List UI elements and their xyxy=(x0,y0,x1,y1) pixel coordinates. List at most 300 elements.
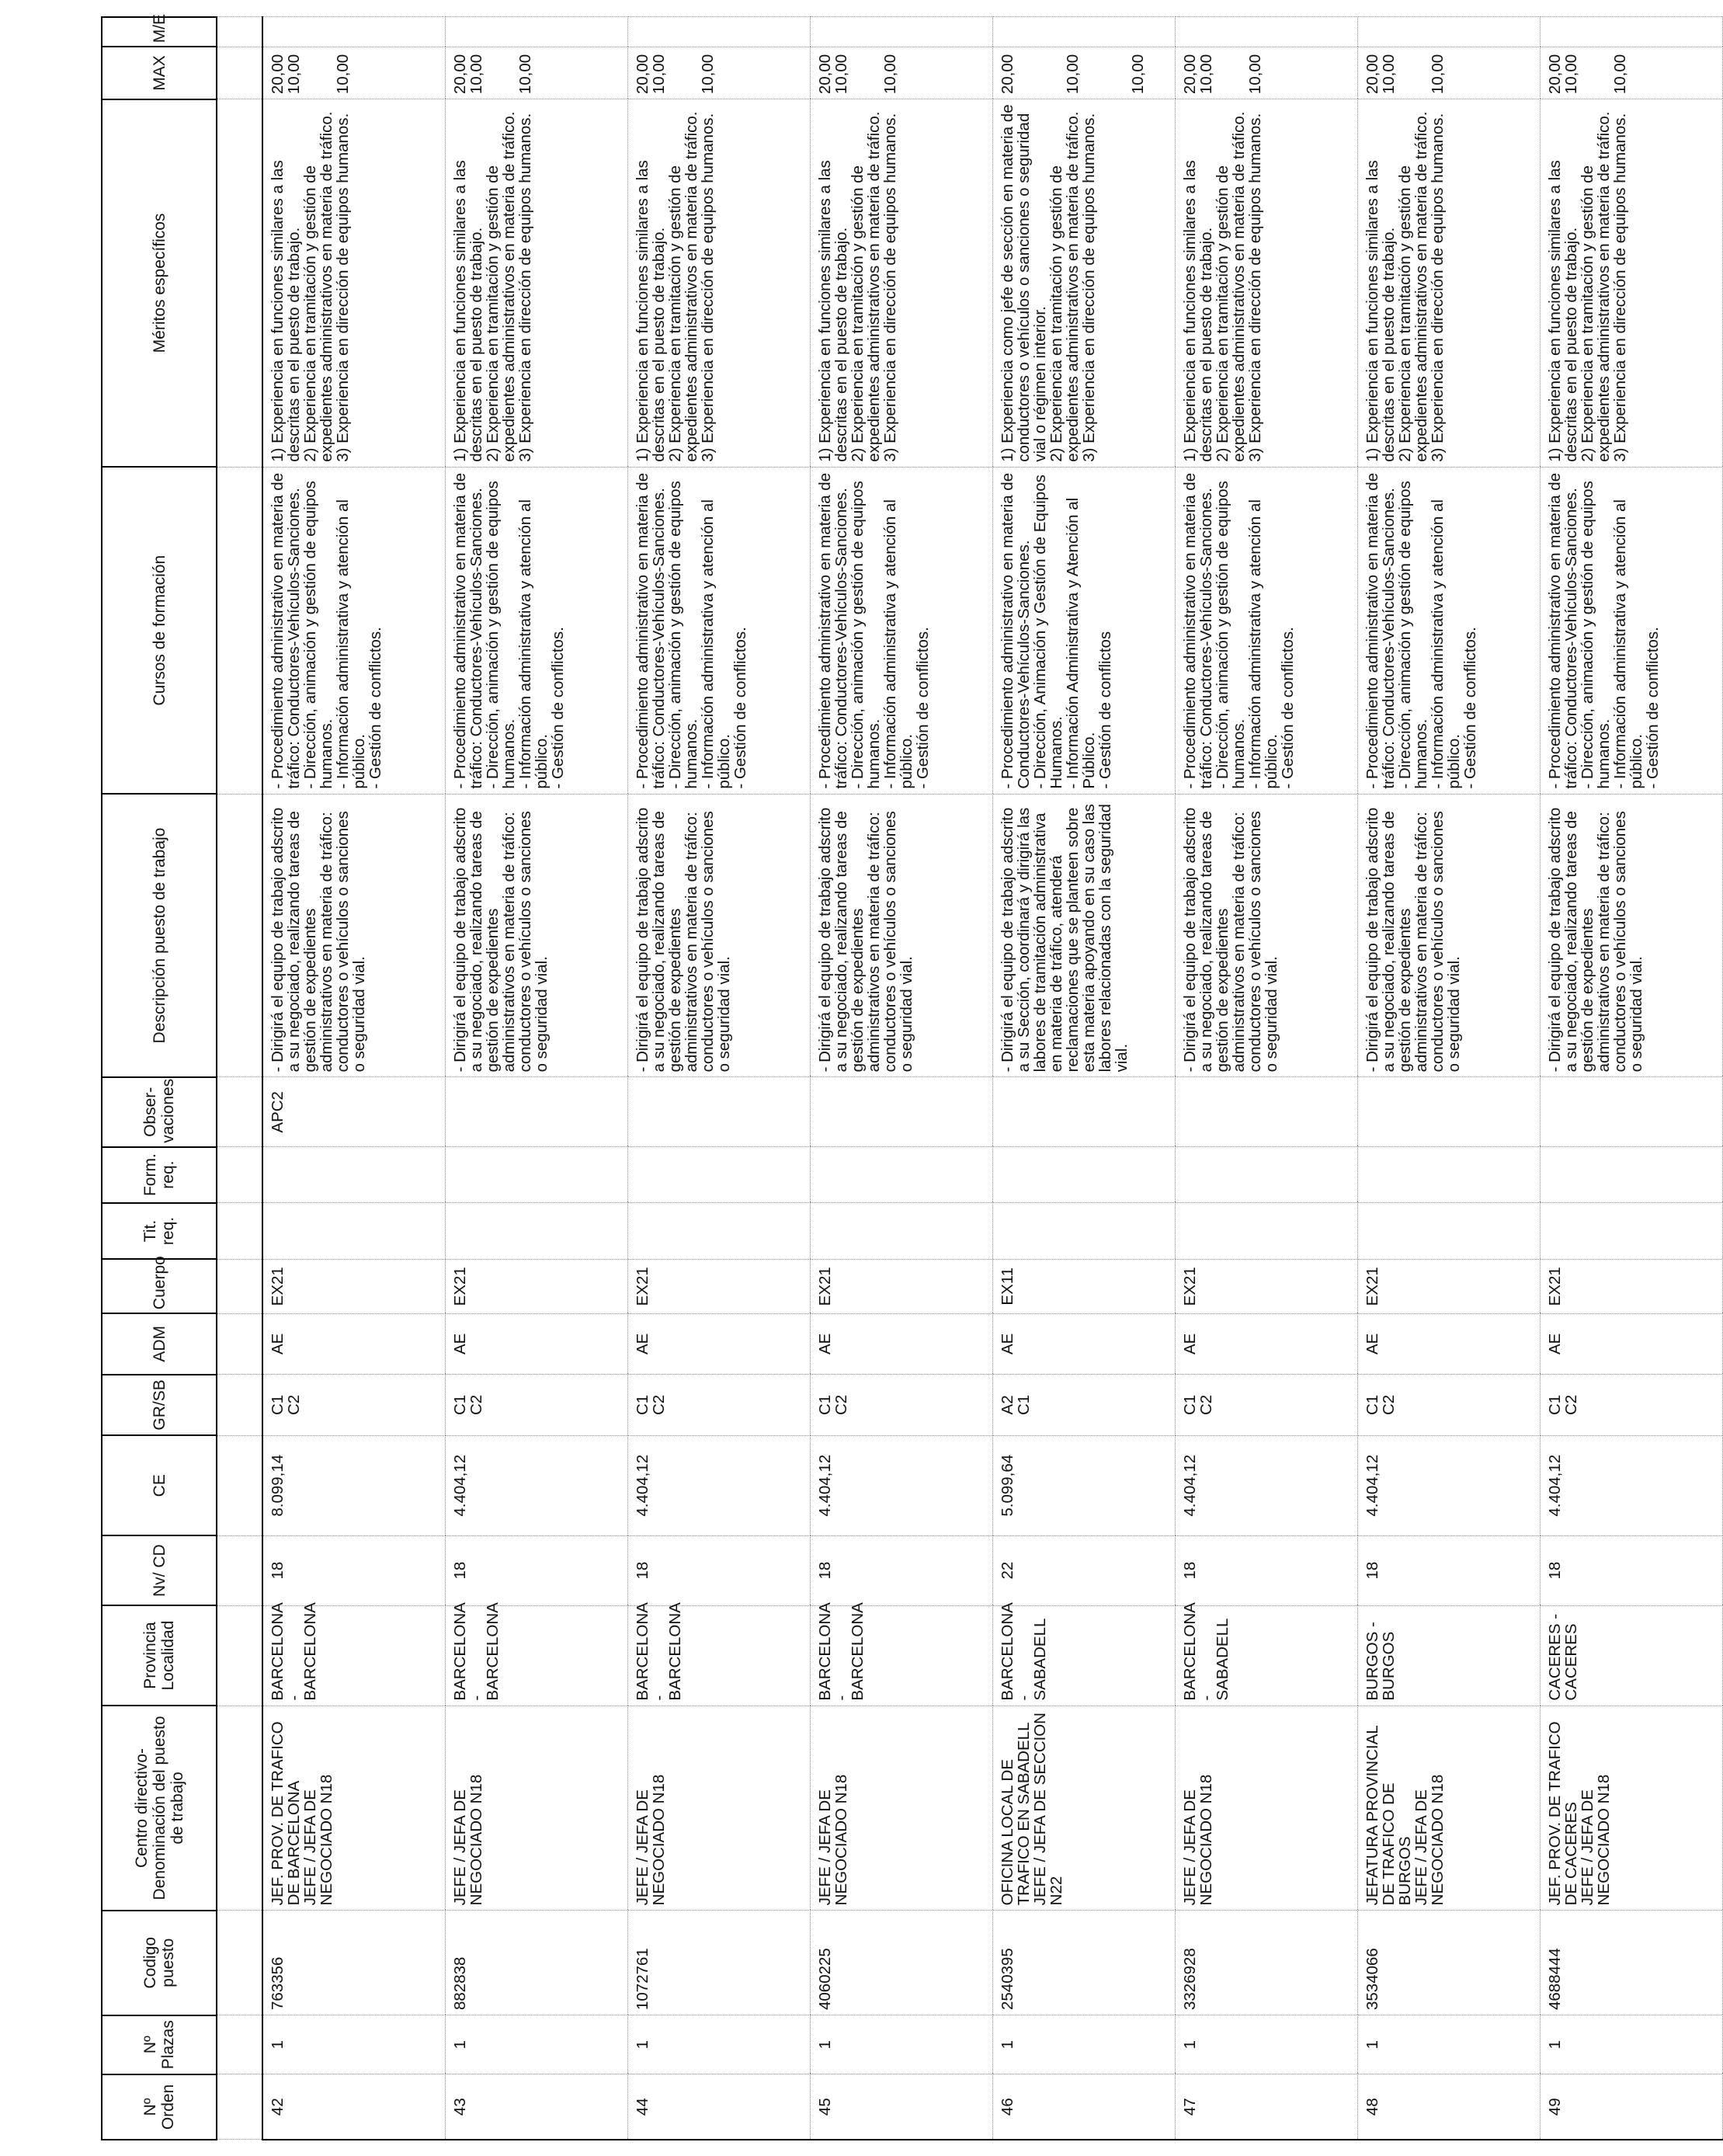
nivel-cell xyxy=(262,1535,446,1605)
nivel-cell xyxy=(1358,1535,1541,1605)
nivel-value: 18 xyxy=(634,1561,651,1580)
adm-cell xyxy=(262,1313,446,1375)
orden-cell xyxy=(628,2074,811,2140)
cursos-cell xyxy=(993,467,1176,794)
table-row xyxy=(262,17,446,2140)
max-value-3: 10,00 xyxy=(1129,54,1147,95)
cursos-cell xyxy=(1358,467,1541,794)
header-centro: Centro directivo- Denominación del puesto de trabajo xyxy=(102,1706,217,1911)
orden-value: 46 xyxy=(999,2098,1016,2116)
obs-value: APC2 xyxy=(269,1091,287,1133)
meritos-cell xyxy=(446,99,628,468)
tit-cell xyxy=(446,1203,628,1260)
provincia-value: BARCELONA - BARCELONA xyxy=(634,1602,684,1701)
nivel-cell xyxy=(1541,1535,1723,1605)
provincia-cell xyxy=(1541,1605,1723,1706)
nivel-cell xyxy=(628,1535,811,1605)
adm-value: AE xyxy=(1546,1333,1564,1355)
centro-cell xyxy=(262,1706,446,1911)
provincia-value: BARCELONA - BARCELONA xyxy=(269,1602,319,1701)
grupo-cell xyxy=(1176,1375,1358,1436)
orden-value: 43 xyxy=(451,2098,469,2116)
grupo-cell xyxy=(993,1375,1176,1436)
max-cell xyxy=(628,47,811,99)
spacer-cell xyxy=(217,1605,262,1706)
ce-cell xyxy=(1358,1435,1541,1535)
cuerpo-cell xyxy=(1176,1259,1358,1313)
plazas-value: 1 xyxy=(1363,2040,1381,2050)
max-value-1: 20,00 xyxy=(1181,54,1199,95)
max-value-1: 20,00 xyxy=(999,54,1016,95)
descripcion-value: - Dirigirá el equipo de trabajo adscrito a su negociado, realizando tareas de gestión de expedientes administrativos en materia de tráfico: conductores o vehículos o sanciones o seguridad vial. xyxy=(816,807,915,1073)
codigo-value: 763356 xyxy=(269,1956,287,2011)
meritos-cell xyxy=(811,99,993,468)
codigo-value: 3534066 xyxy=(1363,1948,1381,2011)
provincia-cell xyxy=(446,1602,628,1706)
max-value-2: 10,00 xyxy=(467,54,485,95)
cuerpo-cell xyxy=(1541,1259,1723,1313)
spacer-cell xyxy=(217,467,262,794)
orden-cell xyxy=(1176,2074,1358,2140)
grupo-value: C1 C2 xyxy=(1546,1394,1580,1416)
provincia-value: CACERES - CACERES xyxy=(1546,1613,1580,1701)
descripcion-cell xyxy=(1541,794,1723,1077)
centro-cell xyxy=(1541,1706,1723,1911)
orden-cell xyxy=(1541,2074,1723,2140)
meritos-value: 1) Experiencia en funciones similares a las descritas en el puesto de trabajo. 2) Experiencia en tramitación y gestión de expedientes administrativos en materia de tráfico. 3) Experiencia en dirección de equipos humanos. xyxy=(1181,111,1264,462)
plazas-value: 1 xyxy=(1181,2040,1199,2050)
puesto-name: JEFE / JEFA DE NEGOCIADO N18 xyxy=(1579,1774,1613,1906)
adm-cell xyxy=(811,1313,993,1375)
ce-value: 4.404,12 xyxy=(1363,1454,1381,1517)
tit-cell xyxy=(262,1203,446,1260)
descripcion-value: - Dirigirá el equipo de trabajo adscrito a su negociado, realizando tareas de gestión de expedientes administrativos en materia de tráfico: conductores o vehículos o sanciones o seguridad vial. xyxy=(451,807,551,1073)
obs-cell xyxy=(811,1077,993,1147)
orden-cell xyxy=(1358,2074,1541,2140)
codigo-cell xyxy=(993,1911,1176,2015)
header-adm: ADM xyxy=(102,1313,217,1375)
cursos-value: - Procedimiento administrativo en materia de tráfico: Conductores-Vehículos-Sanciones. - Dirección, animación y gestión de equipos humanos. - Información administrativa y atención al público. - Gestión de conflictos. xyxy=(634,472,749,789)
form-cell xyxy=(1358,1147,1541,1203)
cursos-cell xyxy=(628,467,811,794)
grupo-cell xyxy=(262,1375,446,1436)
cuerpo-cell xyxy=(1358,1259,1541,1313)
header-grupo: GR/SB xyxy=(102,1375,217,1436)
header-cuerpo: Cuerpo xyxy=(102,1259,217,1313)
header-obs: Obser- vaciones xyxy=(102,1077,217,1147)
orden-cell xyxy=(262,2074,446,2140)
max-value-2: 10,00 xyxy=(1064,54,1082,95)
form-cell xyxy=(993,1147,1176,1203)
header-max: MAX xyxy=(102,47,217,99)
orden-cell xyxy=(446,2074,628,2140)
rotated-table-wrapper xyxy=(101,13,1662,2140)
codigo-value: 3326928 xyxy=(1181,1948,1199,2011)
plazas-cell xyxy=(262,2015,446,2074)
header-form: Form. req. xyxy=(102,1147,217,1203)
table-row xyxy=(993,17,1176,2140)
codigo-cell xyxy=(1358,1911,1541,2015)
grupo-cell xyxy=(1358,1375,1541,1436)
adm-cell xyxy=(1358,1313,1541,1375)
descripcion-cell xyxy=(262,794,446,1077)
max-value-1: 20,00 xyxy=(1546,54,1564,95)
provincia-cell xyxy=(1176,1605,1358,1706)
header-orden: Nº Orden xyxy=(102,2074,217,2140)
meritos-cell xyxy=(1358,99,1541,468)
spacer-cell xyxy=(217,1706,262,1911)
plazas-cell xyxy=(811,2015,993,2074)
me-cell xyxy=(1358,17,1541,47)
cuerpo-value: EX11 xyxy=(999,1267,1016,1306)
provincia-cell xyxy=(1358,1605,1541,1706)
grupo-cell xyxy=(446,1375,628,1436)
max-value-3: 10,00 xyxy=(1611,54,1629,95)
table-row xyxy=(628,17,811,2140)
cuerpo-value: EX21 xyxy=(634,1267,651,1306)
obs-cell xyxy=(1176,1077,1358,1147)
form-cell xyxy=(811,1147,993,1203)
tit-cell xyxy=(628,1203,811,1260)
adm-value: AE xyxy=(1363,1333,1381,1355)
table-row xyxy=(811,17,993,2140)
codigo-cell xyxy=(1541,1911,1723,2015)
plazas-cell xyxy=(446,2015,628,2074)
ce-value: 8.099,14 xyxy=(269,1454,287,1517)
cursos-value: - Procedimiento administrativo en materia de tráfico: Conductores-Vehículos-Sanciones. - Dirección, animación y gestión de equipos humanos. - Información administrativa y atención al público. - Gestión de conflictos. xyxy=(1546,472,1662,789)
orden-value: 42 xyxy=(269,2098,287,2116)
max-value-2: 10,00 xyxy=(1380,54,1398,95)
tit-cell xyxy=(1541,1203,1723,1260)
max-value-2: 10,00 xyxy=(832,54,850,95)
descripcion-cell xyxy=(628,794,811,1077)
puesto-name: JEFE / JEFA DE NEGOCIADO N18 xyxy=(1412,1774,1447,1906)
nivel-value: 18 xyxy=(1546,1561,1564,1580)
adm-value: AE xyxy=(816,1333,834,1355)
cursos-value: - Procedimiento administrativo en materia de tráfico: Conductores-Vehículos-Sanciones. - Dirección, animación y gestión de equipos humanos. - Información administrativa y atención al público. - Gestión de conflictos. xyxy=(1181,472,1297,789)
cursos-cell xyxy=(1176,467,1358,794)
cursos-value: - Procedimiento administrativo en materia de tráfico: Conductores-Vehículos-Sanciones. - Dirección, animación y gestión de equipos humanos. - Información administrativa y atención al público. - Gestión de conflictos. xyxy=(816,472,932,789)
centro-cell xyxy=(446,1706,628,1911)
meritos-value: 1) Experiencia en funciones similares a las descritas en el puesto de trabajo. 2) Experiencia en tramitación y gestión de expedientes administrativos en materia de tráfico. 3) Experiencia en dirección de equipos humanos. xyxy=(816,111,899,462)
nivel-cell xyxy=(1176,1535,1358,1605)
plazas-cell xyxy=(993,2015,1176,2074)
meritos-value: 1) Experiencia en funciones similares a las descritas en el puesto de trabajo. 2) Experiencia en tramitación y gestión de expedientes administrativos en materia de tráfico. 3) Experiencia en dirección de equipos humanos. xyxy=(451,111,534,462)
max-value-2: 10,00 xyxy=(650,54,668,95)
meritos-value: 1) Experiencia en funciones similares a las descritas en el puesto de trabajo. 2) Experiencia en tramitación y gestión de expedientes administrativos en materia de tráfico. 3) Experiencia en dirección de equipos humanos. xyxy=(1546,111,1629,462)
descripcion-cell xyxy=(811,794,993,1077)
tit-cell xyxy=(993,1203,1176,1260)
plazas-value: 1 xyxy=(634,2040,651,2050)
adm-cell xyxy=(628,1313,811,1375)
codigo-value: 4688444 xyxy=(1546,1948,1564,2011)
puesto-name: JEFE / JEFA DE NEGOCIADO N18 xyxy=(301,1774,335,1906)
max-value-2: 10,00 xyxy=(285,54,303,95)
header-cursos: Cursos de formación xyxy=(102,467,217,794)
nivel-value: 18 xyxy=(816,1561,834,1580)
cursos-value: - Procedimiento administrativo en materia de tráfico: Conductores-Vehículos-Sanciones. - Dirección, animación y gestión de equipos humanos. - Información administrativa y atención al público. - Gestión de conflictos. xyxy=(451,472,567,789)
meritos-value: 1) Experiencia como jefe de sección en materia de conductores o vehículos o sanciones o seguridad vial o régimen interior. 2) Experiencia en tramitación y gestión de expedientes administrativos en materia de tráfico. 3) Experiencia en dirección de equipos humanos. xyxy=(999,104,1098,462)
spacer-cell xyxy=(217,1203,262,1260)
header-descripcion: Descripción puesto de trabajo xyxy=(102,794,217,1077)
me-cell xyxy=(811,17,993,47)
cuerpo-cell xyxy=(262,1259,446,1313)
spacer-cell xyxy=(217,794,262,1077)
adm-cell xyxy=(1176,1313,1358,1375)
provincia-value: BARCELONA - BARCELONA xyxy=(451,1602,502,1701)
ce-value: 4.404,12 xyxy=(1546,1454,1564,1517)
max-value-1: 20,00 xyxy=(451,54,469,95)
puesto-name: JEFE / JEFA DE NEGOCIADO N18 xyxy=(816,1774,850,1906)
cuerpo-value: EX21 xyxy=(816,1267,834,1306)
provincia-value: BARCELONA - BARCELONA xyxy=(816,1602,867,1701)
descripcion-cell xyxy=(993,794,1176,1077)
max-cell xyxy=(1176,47,1358,99)
codigo-cell xyxy=(262,1911,446,2015)
cursos-cell xyxy=(262,467,446,794)
descripcion-value: - Dirigirá el equipo de trabajo adscrito a su negociado, realizando tareas de gestión de expedientes administrativos en materia de tráfico: conductores o vehículos o sanciones o seguridad vial. xyxy=(1363,807,1463,1073)
header-codigo: Codigo puesto xyxy=(102,1911,217,2015)
spacer-cell xyxy=(217,2074,262,2140)
codigo-value: 2540395 xyxy=(999,1948,1016,2011)
ce-cell xyxy=(628,1435,811,1535)
max-value-3: 10,00 xyxy=(1246,54,1264,95)
table-row xyxy=(1541,17,1723,2140)
cuerpo-value: EX21 xyxy=(451,1267,469,1306)
nivel-cell xyxy=(811,1535,993,1605)
grupo-value: C1 C2 xyxy=(1181,1394,1215,1416)
grupo-value: C1 C2 xyxy=(451,1394,485,1416)
meritos-cell xyxy=(1176,99,1358,468)
form-cell xyxy=(446,1147,628,1203)
orden-cell xyxy=(993,2074,1176,2140)
grupo-cell xyxy=(628,1375,811,1436)
grupo-cell xyxy=(1541,1375,1723,1436)
provincia-value: BARCELONA - SABADELL xyxy=(999,1603,1049,1701)
spacer-cell xyxy=(217,1535,262,1605)
spacer-cell xyxy=(217,17,262,47)
centro-heading: JEF. PROV. DE TRAFICO DE CACERES xyxy=(1546,1721,1580,1906)
me-cell xyxy=(993,17,1176,47)
ce-cell xyxy=(1176,1435,1358,1535)
ce-value: 4.404,12 xyxy=(1181,1454,1199,1517)
obs-cell xyxy=(628,1077,811,1147)
meritos-value: 1) Experiencia en funciones similares a las descritas en el puesto de trabajo. 2) Experiencia en tramitación y gestión de expedientes administrativos en materia de tráfico. 3) Experiencia en dirección de equipos humanos. xyxy=(634,111,717,462)
centro-cell xyxy=(628,1706,811,1911)
puesto-name: JEFE / JEFA DE SECCION N22 xyxy=(1031,1713,1065,1906)
max-value-3: 10,00 xyxy=(881,54,899,95)
plazas-cell xyxy=(1541,2015,1723,2074)
cuerpo-cell xyxy=(811,1259,993,1313)
header-row xyxy=(102,17,217,2140)
me-cell xyxy=(262,17,446,47)
plazas-cell xyxy=(1176,2015,1358,2074)
adm-cell xyxy=(1541,1313,1723,1375)
table-row xyxy=(1358,17,1541,2140)
max-value-3: 10,00 xyxy=(699,54,717,95)
max-cell xyxy=(262,47,446,99)
cuerpo-cell xyxy=(446,1259,628,1313)
meritos-cell xyxy=(628,99,811,468)
cursos-value: - Procedimiento administrativo en materia de tráfico: Conductores-Vehículos-Sanciones. - Dirección, animación y gestión de equipos humanos. - Información administrativa y atención al público. - Gestión de conflictos. xyxy=(269,472,384,789)
grupo-value: C1 C2 xyxy=(816,1394,850,1416)
adm-value: AE xyxy=(269,1333,287,1355)
cursos-cell xyxy=(446,467,628,794)
ce-value: 4.404,12 xyxy=(816,1454,834,1517)
form-cell xyxy=(262,1147,446,1203)
descripcion-value: - Dirigirá el equipo de trabajo adscrito a su negociado, realizando tareas de gestión de expedientes administrativos en materia de tráfico: conductores o vehículos o sanciones o seguridad vial. xyxy=(1181,807,1280,1073)
puesto-name: JEFE / JEFA DE NEGOCIADO N18 xyxy=(634,1774,668,1906)
spacer-cell xyxy=(217,1147,262,1203)
provincia-cell xyxy=(811,1602,993,1706)
obs-cell xyxy=(446,1077,628,1147)
header-me: M/E xyxy=(102,17,217,47)
descripcion-value: - Dirigirá el equipo de trabajo adscrito a su Sección, coordinará y dirigirá las labores de tramitación administrativa en materia de tráfico, atenderá reclamaciones que se planteen sobre esta materia apoyando en su caso las labores relacionadas con la seguridad vial. xyxy=(999,804,1131,1073)
form-cell xyxy=(628,1147,811,1203)
header-plazas: Nº Plazas xyxy=(102,2015,217,2074)
max-value-2: 10,00 xyxy=(1562,54,1580,95)
cursos-value: - Procedimiento administrativo en materia de tráfico: Conductores-Vehículos-Sanciones. - Dirección, animación y gestión de equipos humanos. - Información administrativa y atención al público. - Gestión de conflictos. xyxy=(1363,472,1479,789)
grupo-value: A2 C1 xyxy=(999,1394,1033,1416)
centro-heading: OFICINA LOCAL DE TRAFICO EN SABADELL xyxy=(999,1722,1033,1906)
descripcion-cell xyxy=(446,794,628,1077)
nivel-value: 18 xyxy=(269,1561,287,1580)
max-cell xyxy=(446,47,628,99)
cursos-value: - Procedimiento administrativo en materia de Conductores-Vehículos-Sanciones. - Dirección, Animación y Gestión de Equipos Humanos. - Información Administrativa y Atención al Público. - Gestión de conflictos xyxy=(999,472,1114,789)
me-cell xyxy=(446,17,628,47)
codigo-cell xyxy=(1176,1911,1358,2015)
tit-cell xyxy=(1176,1203,1358,1260)
nivel-cell xyxy=(446,1535,628,1605)
centro-heading: JEFATURA PROVINCIAL DE TRAFICO DE BURGOS xyxy=(1363,1726,1414,1906)
obs-cell xyxy=(262,1077,446,1147)
plazas-value: 1 xyxy=(816,2040,834,2050)
cuerpo-value: EX21 xyxy=(269,1267,287,1306)
spacer-cell xyxy=(217,1313,262,1375)
cuerpo-cell xyxy=(628,1259,811,1313)
meritos-cell xyxy=(993,99,1176,468)
adm-value: AE xyxy=(1181,1333,1199,1355)
max-cell xyxy=(993,47,1176,99)
spacer-cell xyxy=(217,1259,262,1313)
obs-cell xyxy=(1541,1077,1723,1147)
cursos-cell xyxy=(1541,467,1723,794)
adm-cell xyxy=(446,1313,628,1375)
tit-cell xyxy=(811,1203,993,1260)
job-positions-table xyxy=(101,13,1723,2140)
max-value-3: 10,00 xyxy=(334,54,352,95)
grupo-value: C1 C2 xyxy=(269,1394,303,1416)
descripcion-cell xyxy=(1358,794,1541,1077)
table-row xyxy=(1176,17,1358,2140)
provincia-cell xyxy=(262,1602,446,1706)
spacer-cell xyxy=(217,1435,262,1535)
grupo-cell xyxy=(811,1375,993,1436)
codigo-cell xyxy=(628,1911,811,2015)
descripcion-value: - Dirigirá el equipo de trabajo adscrito a su negociado, realizando tareas de gestión de expedientes administrativos en materia de tráfico: conductores o vehículos o sanciones o seguridad vial. xyxy=(634,807,733,1073)
puesto-name: JEFE / JEFA DE NEGOCIADO N18 xyxy=(451,1774,485,1906)
spacer-cell xyxy=(217,2015,262,2074)
plazas-value: 1 xyxy=(269,2040,287,2050)
grupo-value: C1 C2 xyxy=(1363,1394,1398,1416)
obs-cell xyxy=(1358,1077,1541,1147)
header-spacer-row xyxy=(217,17,262,2140)
me-cell xyxy=(628,17,811,47)
orden-value: 44 xyxy=(634,2098,651,2116)
adm-value: AE xyxy=(451,1333,469,1355)
max-value-1: 20,00 xyxy=(1363,54,1381,95)
header-meritos: Méritos específicos xyxy=(102,99,217,468)
form-cell xyxy=(1541,1147,1723,1203)
adm-cell xyxy=(993,1313,1176,1375)
cuerpo-value: EX21 xyxy=(1546,1267,1564,1306)
header-tit: Tit. req. xyxy=(102,1203,217,1260)
descripcion-cell xyxy=(1176,794,1358,1077)
tit-cell xyxy=(1358,1203,1541,1260)
orden-value: 45 xyxy=(816,2098,834,2116)
spacer-cell xyxy=(217,99,262,468)
nivel-value: 18 xyxy=(1363,1561,1381,1580)
descripcion-value: - Dirigirá el equipo de trabajo adscrito a su negociado, realizando tareas de gestión de expedientes administrativos en materia de tráfico: conductores o vehículos o sanciones o seguridad vial. xyxy=(1546,807,1645,1073)
spacer-cell xyxy=(217,1077,262,1147)
puesto-name: JEFE / JEFA DE NEGOCIADO N18 xyxy=(1181,1774,1215,1906)
header-provincia: Provincia Localidad xyxy=(102,1605,217,1706)
centro-cell xyxy=(993,1706,1176,1911)
me-cell xyxy=(1176,17,1358,47)
centro-cell xyxy=(1358,1706,1541,1911)
meritos-cell xyxy=(1541,99,1723,468)
ce-cell xyxy=(993,1435,1176,1535)
meritos-value: 1) Experiencia en funciones similares a las descritas en el puesto de trabajo. 2) Experiencia en tramitación y gestión de expedientes administrativos en materia de tráfico. 3) Experiencia en dirección de equipos humanos. xyxy=(269,111,352,462)
plazas-cell xyxy=(628,2015,811,2074)
provincia-value: BURGOS - BURGOS xyxy=(1363,1622,1398,1701)
ce-cell xyxy=(446,1435,628,1535)
plazas-cell xyxy=(1358,2015,1541,2074)
plazas-value: 1 xyxy=(999,2040,1016,2050)
codigo-value: 4060225 xyxy=(816,1948,834,2011)
codigo-cell xyxy=(811,1911,993,2015)
descripcion-value: - Dirigirá el equipo de trabajo adscrito a su negociado, realizando tareas de gestión de expedientes administrativos en materia de tráfico: conductores o vehículos o sanciones o seguridad vial. xyxy=(269,807,368,1073)
nivel-cell xyxy=(993,1535,1176,1605)
spacer-cell xyxy=(217,1911,262,2015)
header-ce: CE xyxy=(102,1435,217,1535)
adm-value: AE xyxy=(999,1333,1016,1355)
max-cell xyxy=(1358,47,1541,99)
nivel-value: 18 xyxy=(1181,1561,1199,1580)
centro-heading: JEF. PROV. DE TRAFICO DE BARCELONA xyxy=(269,1721,303,1906)
max-value-3: 10,00 xyxy=(516,54,534,95)
cuerpo-cell xyxy=(993,1259,1176,1313)
ce-cell xyxy=(262,1435,446,1535)
meritos-value: 1) Experiencia en funciones similares a las descritas en el puesto de trabajo. 2) Experiencia en tramitación y gestión de expedientes administrativos en materia de tráfico. 3) Experiencia en dirección de equipos humanos. xyxy=(1363,111,1447,462)
max-value-1: 20,00 xyxy=(816,54,834,95)
grupo-value: C1 C2 xyxy=(634,1394,668,1416)
obs-cell xyxy=(993,1077,1176,1147)
cuerpo-value: EX21 xyxy=(1181,1267,1199,1306)
cursos-cell xyxy=(811,467,993,794)
codigo-value: 882838 xyxy=(451,1956,469,2011)
ce-cell xyxy=(811,1435,993,1535)
orden-cell xyxy=(811,2074,993,2140)
max-value-2: 10,00 xyxy=(1197,54,1215,95)
orden-value: 47 xyxy=(1181,2098,1199,2116)
spacer-cell xyxy=(217,1375,262,1436)
nivel-value: 22 xyxy=(999,1561,1016,1580)
provincia-cell xyxy=(628,1602,811,1706)
max-cell xyxy=(811,47,993,99)
spacer-cell xyxy=(217,47,262,99)
codigo-cell xyxy=(446,1911,628,2015)
